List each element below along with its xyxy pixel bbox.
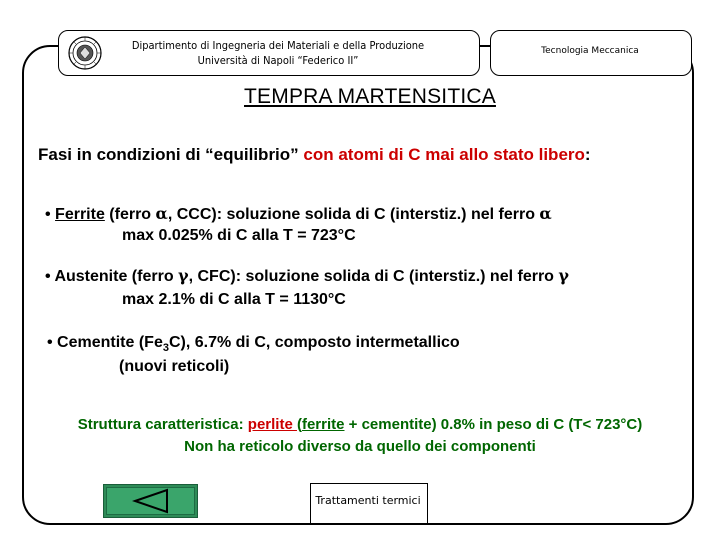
ferrite-link[interactable]: ferrite	[301, 416, 345, 433]
perlite-link[interactable]: perlite	[247, 416, 297, 433]
cementite-line-2: (nuovi reticoli)	[119, 358, 230, 375]
footer-label[interactable]: Trattamenti termici	[315, 494, 421, 507]
intro-text: Fasi in condizioni di “equilibrio”	[38, 145, 304, 164]
cementite-text: C), 6.7% di C, composto intermetallico	[168, 334, 460, 351]
structure-lead: Struttura caratteristica:	[77, 416, 248, 433]
austenite-text-a: (ferro	[127, 268, 179, 285]
subscript-3: 3	[162, 342, 169, 355]
intro-highlight: con atomi di C mai allo stato libero	[303, 145, 585, 164]
structure-rest: + cementite) 0.8% in peso di C (T< 723°C)	[344, 416, 643, 433]
ferrite-line-1	[45, 204, 552, 224]
ferrite-text-b: , CCC): soluzione solida di C (interstiz.) nel ferro	[167, 206, 540, 223]
header-line-1: Dipartimento di Ingegneria dei Materiali e della Produzione	[131, 39, 425, 52]
structure-paren: (	[296, 416, 302, 433]
intro-line	[38, 145, 591, 165]
slide-title: TEMPRA MARTENSITICA	[244, 85, 496, 108]
ferrite-text-a: (ferro	[104, 206, 156, 223]
gamma-symbol-2: γ	[558, 266, 569, 285]
bullet: •	[45, 206, 56, 223]
austenite-text-b: , CFC): soluzione solida di C (interstiz.) nel ferro	[188, 268, 559, 285]
alpha-symbol: α	[155, 204, 168, 223]
structure-line-1	[0, 414, 720, 436]
bullet: •	[45, 268, 55, 285]
university-seal-icon	[68, 36, 102, 70]
intro-colon: :	[584, 145, 591, 164]
cementite-line-1	[47, 334, 460, 354]
gamma-symbol: γ	[178, 266, 189, 285]
bullet: •	[47, 334, 58, 351]
ferrite-term: Ferrite	[55, 206, 105, 223]
structure-note	[0, 414, 720, 458]
alpha-symbol-2: α	[539, 204, 552, 223]
austenite-line-2: max 2.1% di C alla T = 1130°C	[122, 291, 346, 308]
austenite-term: Austenite	[54, 268, 128, 285]
header-course-title: Tecnologia Meccanica	[541, 46, 639, 56]
back-button[interactable]	[103, 484, 198, 518]
ferrite-line-2: max 0.025% di C alla T = 723°C	[122, 227, 356, 244]
structure-line-2: Non ha reticolo diverso da quello dei componenti	[184, 438, 536, 455]
back-arrow-icon	[132, 488, 170, 514]
header-department-text	[125, 38, 431, 68]
cementite-term: Cementite (Fe	[57, 334, 163, 351]
austenite-line-1	[45, 266, 569, 286]
header-line-2: Università di Napoli “Federico II”	[197, 54, 359, 67]
